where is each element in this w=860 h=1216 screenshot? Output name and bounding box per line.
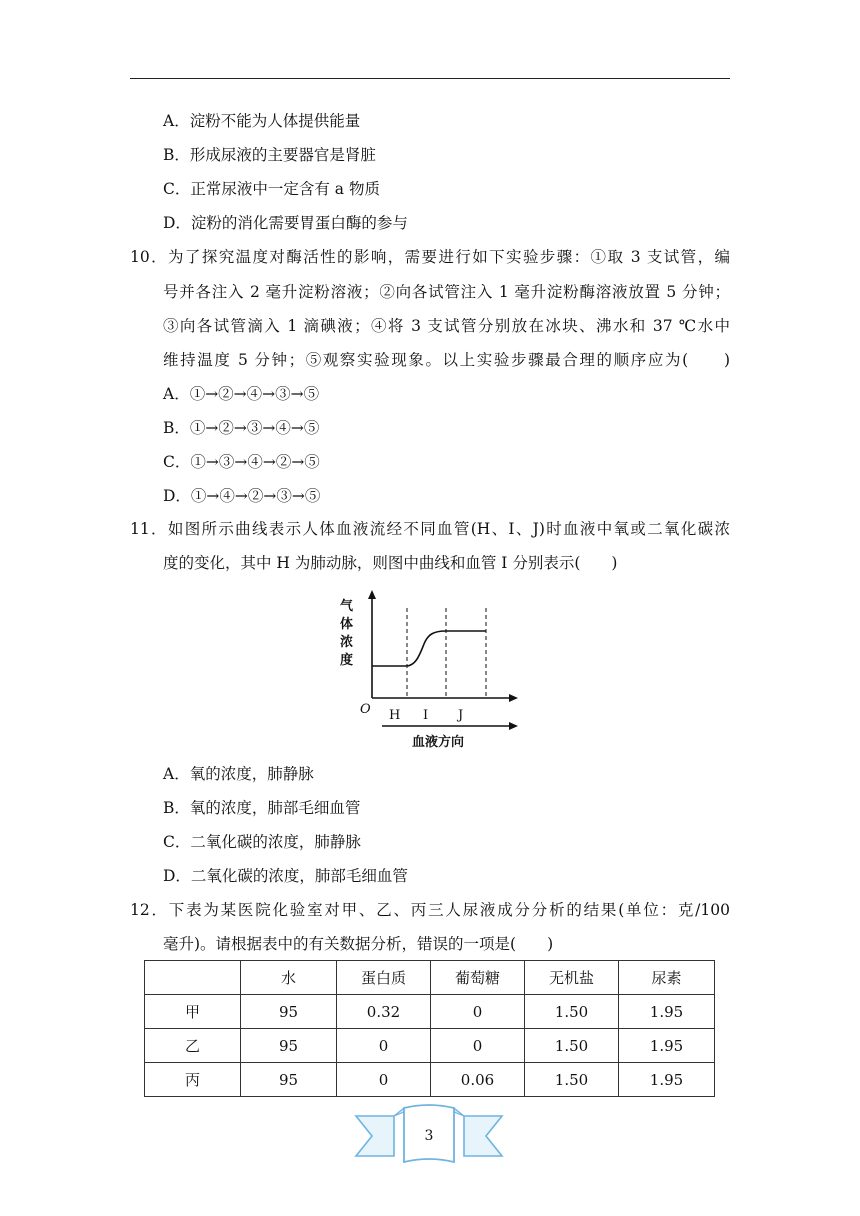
q9-option-c: C．正常尿液中一定含有 a 物质	[163, 180, 380, 198]
table-header-cell: 蛋白质	[337, 961, 431, 995]
table-cell: 0	[337, 1063, 431, 1097]
table-header-cell: 水	[241, 961, 337, 995]
table-cell: 1.95	[619, 1029, 715, 1063]
table-cell: 丙	[145, 1063, 241, 1097]
q9-option-a: A．淀粉不能为人体提供能量	[163, 112, 361, 130]
q11-option-a: A．氧的浓度，肺静脉	[163, 765, 314, 783]
q9-option-d: D．淀粉的消化需要胃蛋白酶的参与	[163, 214, 408, 232]
q10-option-d: D．①→④→②→③→⑤	[163, 487, 321, 505]
table-cell: 0	[337, 1029, 431, 1063]
table-cell: 0	[431, 1029, 525, 1063]
q11-option-b: B．氧的浓度，肺部毛细血管	[163, 799, 361, 817]
origin-label: O	[360, 702, 371, 717]
xlabel: 血液方向	[412, 735, 465, 750]
table-row	[145, 995, 715, 1029]
table-cell: 1.95	[619, 1063, 715, 1097]
blood-gas-concentration-figure	[336, 586, 526, 754]
y-axis-arrow	[368, 590, 376, 599]
table-cell: 0	[431, 995, 525, 1029]
table-header-cell	[145, 961, 241, 995]
table-header-cell: 葡萄糖	[431, 961, 525, 995]
header-rule	[130, 78, 730, 79]
direction-arrow-head	[509, 722, 518, 730]
q10-stem-line-3: ③向各试管滴入 1 滴碘液；④将 3 支试管分别放在冰块、沸水和 37 ℃水中	[163, 317, 730, 335]
ylabel-char-4: 度	[340, 653, 354, 668]
table-cell: 95	[241, 1029, 337, 1063]
q12-stem-line-2: 毫升)。请根据表中的有关数据分析，错误的一项是( )	[163, 935, 554, 953]
q10-stem-line-2: 号并各注入 2 毫升淀粉溶液；②向各试管注入 1 毫升淀粉酶溶液放置 5 分钟；	[163, 283, 730, 301]
q11-stem-line-2: 度的变化，其中 H 为肺动脉，则图中曲线和血管 I 分别表示( )	[163, 554, 618, 572]
table-cell: 1.50	[525, 995, 619, 1029]
q11-option-d: D．二氧化碳的浓度，肺部毛细血管	[163, 867, 408, 885]
q12-stem-line-1: 12．下表为某医院化验室对甲、乙、丙三人尿液成分分析的结果(单位：克/100	[130, 901, 730, 919]
table-cell: 0.32	[337, 995, 431, 1029]
ylabel-char-3: 浓	[340, 635, 354, 650]
section-label-h: H	[389, 708, 401, 723]
table-header-row	[145, 961, 715, 995]
table-cell: 95	[241, 995, 337, 1029]
page-number: 3	[424, 1128, 434, 1144]
urine-analysis-table	[144, 960, 715, 1097]
table-cell: 95	[241, 1063, 337, 1097]
x-axis-arrow	[509, 694, 518, 702]
table-header-cell: 无机盐	[525, 961, 619, 995]
q11-stem-line-1: 11．如图所示曲线表示人体血液流经不同血管(H、I、J)时血液中氧或二氧化碳浓	[130, 520, 730, 538]
section-label-j: J	[458, 708, 464, 723]
concentration-curve	[372, 631, 486, 666]
q11-option-c: C．二氧化碳的浓度，肺静脉	[163, 833, 361, 851]
q9-option-b: B．形成尿液的主要器官是肾脏	[163, 146, 376, 164]
q10-stem-line-1: 10．为了探究温度对酶活性的影响，需要进行如下实验步骤：①取 3 支试管，编	[130, 248, 730, 266]
ylabel-char-1: 气	[340, 599, 354, 614]
table-cell: 甲	[145, 995, 241, 1029]
q10-option-c: C．①→③→④→②→⑤	[163, 453, 320, 471]
ylabel-char-2: 体	[340, 617, 354, 632]
section-label-i: I	[423, 708, 429, 723]
q10-stem-line-4: 维持温度 5 分钟；⑤观察实验现象。以上实验步骤最合理的顺序应为( )	[163, 351, 730, 369]
table-cell: 1.95	[619, 995, 715, 1029]
table-cell: 乙	[145, 1029, 241, 1063]
table-cell: 0.06	[431, 1063, 525, 1097]
q10-option-b: B．①→②→③→④→⑤	[163, 419, 320, 437]
table-cell: 1.50	[525, 1029, 619, 1063]
table-cell: 1.50	[525, 1063, 619, 1097]
table-row	[145, 1063, 715, 1097]
table-header-cell: 尿素	[619, 961, 715, 995]
table-row	[145, 1029, 715, 1063]
q10-option-a: A．①→②→④→③→⑤	[163, 385, 320, 403]
